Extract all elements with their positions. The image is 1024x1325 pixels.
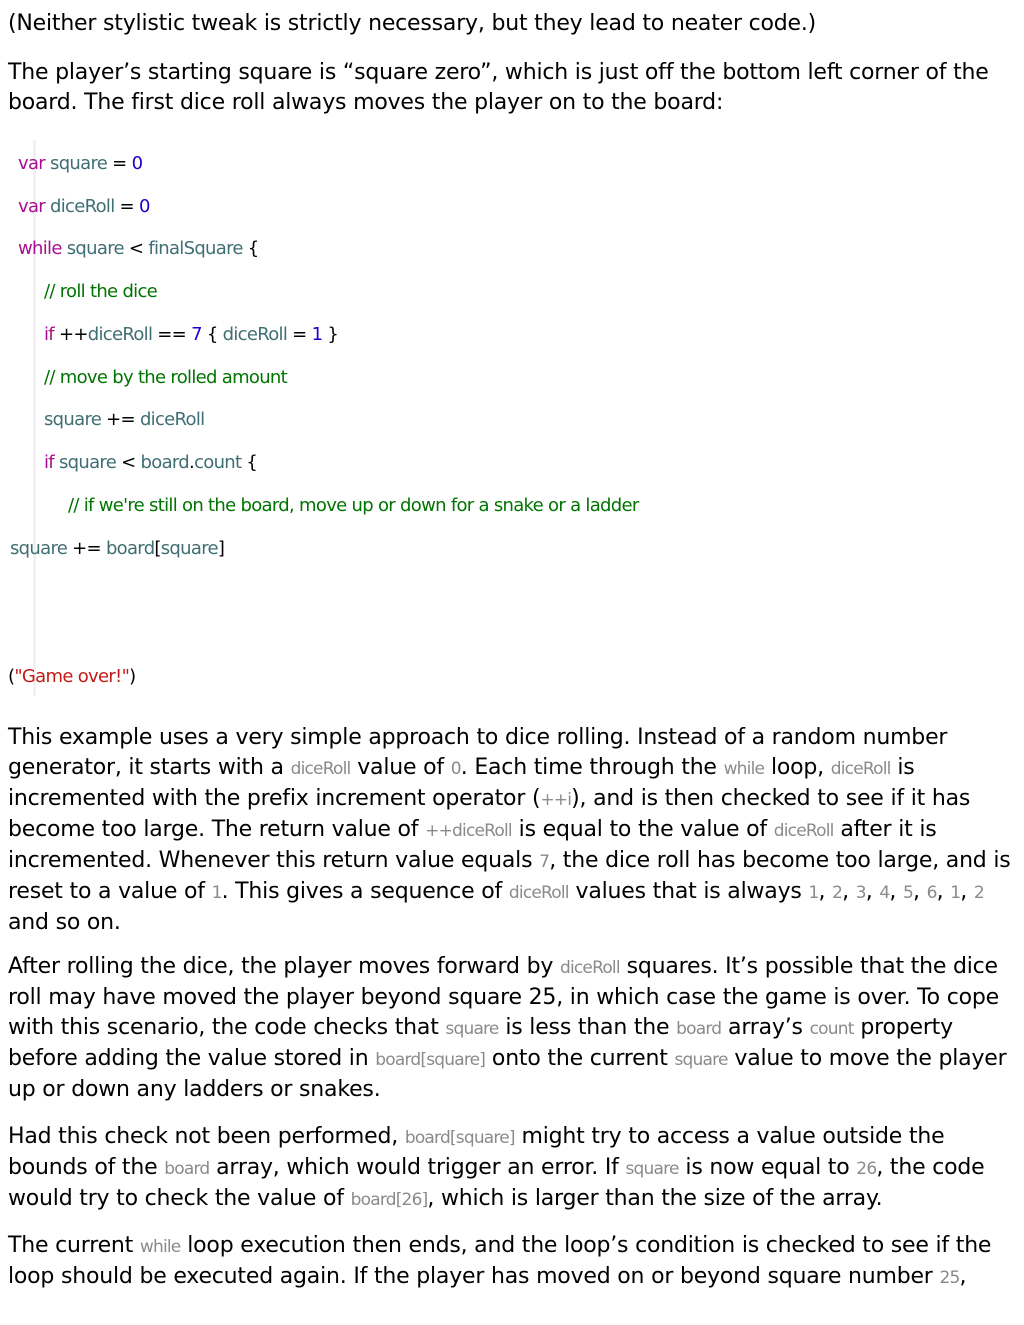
code-line-5: if ++diceRoll == 7 { diceRoll = 1 } — [44, 324, 339, 345]
code-line-4: // roll the dice — [44, 281, 158, 302]
paragraph-bounds-check: Had this check not been performed, board[square] might try to access a value outside the bounds of the board array, which would trigger an error. If square is now equal to 26, the code would try to check the value of board[26], which is larger than the size of the array. — [8, 1124, 985, 1211]
code-block-rule — [33, 140, 36, 696]
paragraph-dice-rolling: This example uses a very simple approach to dice rolling. Instead of a random number generator, it starts with a diceRoll value of 0. Each time through the while loop, diceRoll is incremented with the prefix increment operator (++i), and is then checked to see if it has become too large. The return value of ++diceRoll is equal to the value of diceRoll after it is incremented. Whenever this return value equals 7, the dice roll has become too large, and is reset to a value of 1. This gives a sequence of diceRoll values that is always 1, 2, 3, 4, 5, 6, 1, 2 and so on. — [8, 725, 1011, 935]
code-line-10: square += board[square] — [10, 538, 225, 559]
code-line-1: var square = 0 — [18, 153, 143, 174]
code-line-3: while square < finalSquare { — [18, 238, 259, 259]
code-line-7: square += diceRoll — [44, 409, 205, 430]
code-line-print: ("Game over!") — [8, 666, 136, 687]
code-line-9: // if we're still on the board, move up or down for a snake or a ladder — [68, 495, 639, 516]
code-line-2: var diceRoll = 0 — [18, 196, 150, 217]
paragraph-starting-square: The player’s starting square is “square zero”, which is just off the bottom left corner of the board. The first dice roll always moves the player on to the board: — [8, 60, 989, 115]
code-line-8: if square < board.count { — [44, 452, 258, 473]
code-line-6: // move by the rolled amount — [44, 367, 287, 388]
paragraph-moving-forward: After rolling the dice, the player moves forward by diceRoll squares. It’s possible that the dice roll may have moved the player beyond square 25, in which case the game is over. To cope with this scenario, the code checks that square is less than the board array’s count property before adding the value stored in board[square] onto the current square value to move the player up or down any ladders or snakes. — [8, 954, 1007, 1102]
paragraph-loop-ends: The current while loop execution then ends, and the loop’s condition is checked to see if the loop should be executed again. If the player has moved on or beyond square number 25, — [8, 1233, 992, 1289]
paragraph-intro: (Neither stylistic tweak is strictly necessary, but they lead to neater code.) — [8, 11, 817, 36]
